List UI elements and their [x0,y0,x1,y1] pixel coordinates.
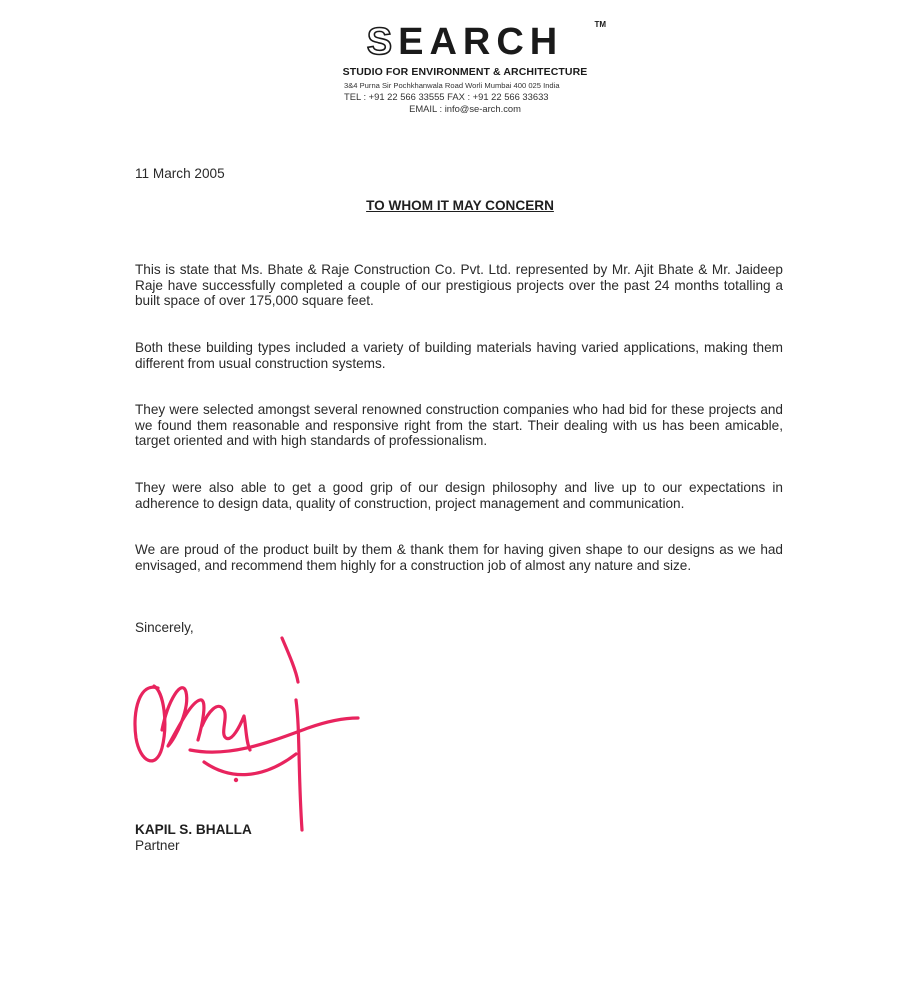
company-logo [330,20,606,64]
handwritten-signature [120,630,370,840]
letter-subject: TO WHOM IT MAY CONCERN [366,198,554,213]
letterhead [330,20,606,114]
body-paragraph-4: They were also able to get a good grip of our design philosophy and live up to our expectations in adherence to design data, quality of construction, project management and communication. [135,480,783,511]
body-paragraph-1: This is state that Ms. Bhate & Raje Construction Co. Pvt. Ltd. represented by Mr. Ajit Bhate & Mr. Jaideep Raje have successfully completed a couple of our prestigious projects over the past 24 months totalling a built space of over 175,000 square feet. [135,262,783,308]
body-paragraph-5: We are proud of the product built by them & thank them for having given shape to our designs as we had envisaged, and recommend them highly for a construction job of almost any nature and size. [135,542,783,573]
signer-name: KAPIL S. BHALLA [135,822,252,837]
logo-outlined-letter: S [366,21,399,63]
company-email: EMAIL : info@se-arch.com [409,103,521,114]
body-paragraph-3: They were selected amongst several renowned construction companies who had bid for these projects and we found them reasonable and responsive right from the start. Their dealing with us has been amicable, target oriented and with high standards of professionalism. [135,402,783,448]
body-paragraph-2: Both these building types included a variety of building materials having varied applications, making them different from usual construction systems. [135,340,783,371]
signer-title: Partner [135,838,180,853]
signature-dot [234,778,238,782]
trademark-mark: TM [594,20,606,29]
company-address: 3&4 Purna Sir Pochkhanwala Road Worli Mumbai 400 025 India [344,81,560,90]
studio-name: STUDIO FOR ENVIRONMENT & ARCHITECTURE [342,66,588,78]
logo-wordmark: EARCH [398,21,564,63]
company-phone-fax: TEL : +91 22 566 33555 FAX : +91 22 566 33633 [344,91,549,102]
closing-salutation: Sincerely, [135,620,194,635]
letter-date: 11 March 2005 [135,166,225,181]
